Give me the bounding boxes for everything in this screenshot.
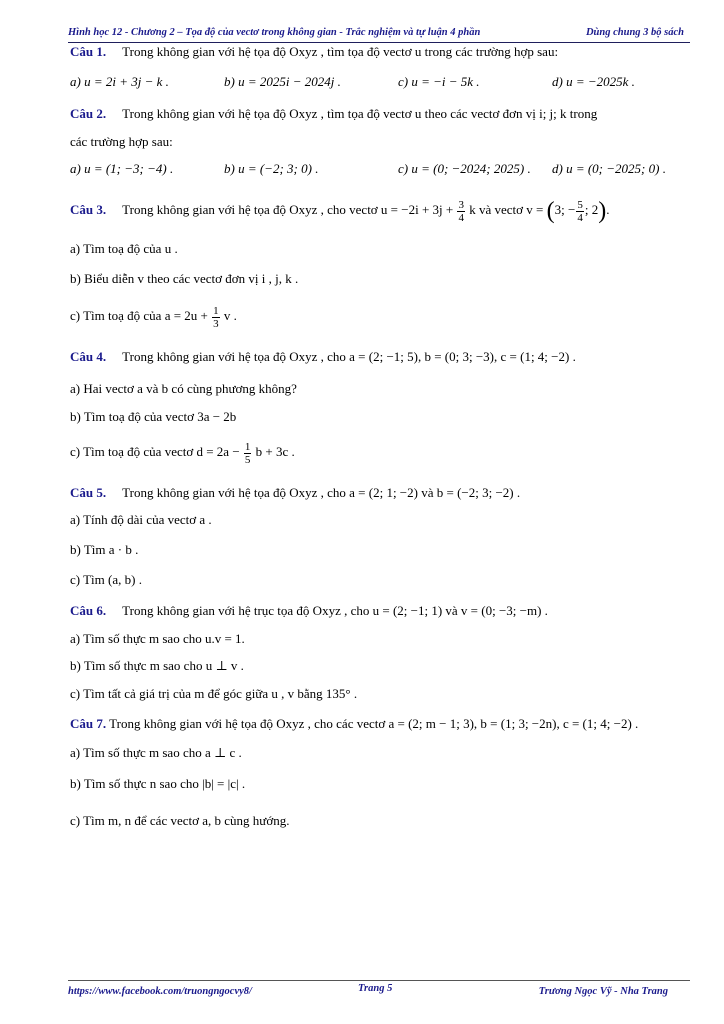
q3-part-c	[70, 302, 237, 330]
q5-part-c: c) Tìm (a, b) .	[70, 572, 142, 587]
q1-option-c: c) u = −i − 5k .	[398, 74, 480, 89]
q6-label: Câu 6.	[70, 603, 107, 618]
q3-part-b: b) Biểu diễn v theo các vectơ đơn vị i , j, k .	[70, 271, 299, 286]
q4-stem	[70, 349, 576, 365]
q3-part-a: a) Tìm toạ độ của u .	[70, 241, 178, 256]
q2-stem-cont: các trường hợp sau:	[70, 134, 173, 149]
page-footer	[68, 980, 690, 997]
q5-label: Câu 5.	[70, 485, 107, 500]
q3-fraction-1: $\frac{3}{4}$	[458, 198, 464, 224]
header-book-note: Dùng chung 3 bộ sách	[585, 27, 684, 38]
q4-text: Trong không gian với hệ tọa độ Oxyz , cho a = (2; −1; 5), b = (0; 3; −3), c = (1; 4; −2) .	[122, 349, 576, 364]
q3-v-post: ; 2	[584, 202, 599, 217]
q3-part-c-pre: c) Tìm toạ độ của a = 2u +	[70, 308, 208, 323]
q3-part-c-post: v .	[223, 308, 237, 323]
q4-fraction: $\frac{1}{5}$	[244, 440, 251, 466]
q6-part-a: a) Tìm số thực m sao cho u.v = 1.	[70, 631, 245, 646]
q3-label: Câu 3.	[70, 202, 107, 217]
q3-text-pre: Trong không gian với hệ tọa độ Oxyz , cho vectơ u = −2i + 3j +	[122, 202, 454, 217]
q2-option-c: c) u = (0; −2024; 2025) .	[398, 161, 531, 176]
q3-text-mid: k và vectơ v =	[469, 202, 544, 217]
q4-part-c-pre: c) Tìm toạ độ của vectơ d = 2a −	[70, 444, 240, 459]
q7-text: Trong không gian với hệ tọa độ Oxyz , cho các vectơ a = (2; m − 1; 3), b = (1; 3; −2n), c = (1; 4; −2) .	[109, 716, 639, 731]
q4-part-b: b) Tìm toạ độ của vectơ 3a − 2b	[70, 409, 237, 424]
q6-stem	[70, 603, 548, 619]
q3-fraction-3: $\frac{1}{3}$	[213, 304, 219, 330]
q5-part-a: a) Tính độ dài của vectơ a .	[70, 512, 212, 527]
q2-text: Trong không gian với hệ tọa độ Oxyz , tìm tọa độ vectơ u theo các vectơ đơn vị i; j; k trong	[122, 106, 598, 121]
q3-fraction-2: $\frac{5}{4}$	[577, 198, 583, 224]
footer-facebook-link[interactable]: https://www.facebook.com/truongngocvy8/	[68, 986, 252, 997]
footer-page-number: Trang 5	[358, 983, 393, 994]
q1-stem	[70, 44, 558, 60]
q6-text: Trong không gian với hệ trục tọa độ Oxyz , cho u = (2; −1; 1) và v = (0; −3; −m) .	[122, 603, 548, 618]
q1-option-a: a) u = 2i + 3j − k .	[70, 74, 169, 89]
page-header	[68, 26, 690, 43]
q3-stem: Câu 3. Trong không gian với hệ tọa độ Oxyz , cho vectơ u = −2i + 3j + $\frac{3}{4}$ k và vectơ v = (3; − $\frac{5}{4}$ ; 2).	[70, 198, 610, 225]
q1-label: Câu 1.	[70, 44, 107, 59]
q1-option-b: b) u = 2025i − 2024j .	[224, 74, 341, 89]
q4-label: Câu 4.	[70, 349, 107, 364]
q2-stem	[70, 106, 597, 122]
footer-author: Trương Ngọc Vỹ - Nha Trang	[538, 986, 668, 997]
q4-part-a: a) Hai vectơ a và b có cùng phương không?	[70, 381, 297, 396]
q6-part-c: c) Tìm tất cả giá trị của m để góc giữa u , v bằng 135° .	[70, 686, 358, 701]
q2-option-a: a) u = (1; −3; −4) .	[70, 161, 174, 176]
header-title: Hình học 12 - Chương 2 – Tọa độ của vectơ trong không gian - Trắc nghiệm và tự luận 4 phần	[68, 27, 481, 38]
q7-part-c: c) Tìm m, n để các vectơ a, b cùng hướng.	[70, 813, 290, 828]
q4-part-c-post: b + 3c .	[255, 444, 295, 459]
q1-option-d: d) u = −2025k .	[552, 74, 635, 89]
q7-part-b: b) Tìm số thực n sao cho |b| = |c| .	[70, 776, 246, 791]
q5-part-b: b) Tìm a · b .	[70, 542, 139, 557]
q5-stem	[70, 485, 520, 501]
q3-v-pre: 3; −	[554, 202, 576, 217]
q1-text: Trong không gian với hệ tọa độ Oxyz , tìm tọa độ vectơ u trong các trường hợp sau:	[122, 44, 559, 59]
q5-text: Trong không gian với hệ tọa độ Oxyz , cho a = (2; 1; −2) và b = (−2; 3; −2) .	[122, 485, 521, 500]
q2-label: Câu 2.	[70, 106, 107, 121]
q2-option-d: d) u = (0; −2025; 0) .	[552, 161, 666, 176]
q2-option-b: b) u = (−2; 3; 0) .	[224, 161, 319, 176]
q7-part-a: a) Tìm số thực m sao cho a ⊥ c .	[70, 745, 242, 760]
q4-part-c	[70, 437, 295, 467]
q7-stem	[70, 716, 638, 732]
q7-label: Câu 7.	[70, 716, 107, 731]
q6-part-b: b) Tìm số thực m sao cho u ⊥ v .	[70, 658, 244, 673]
